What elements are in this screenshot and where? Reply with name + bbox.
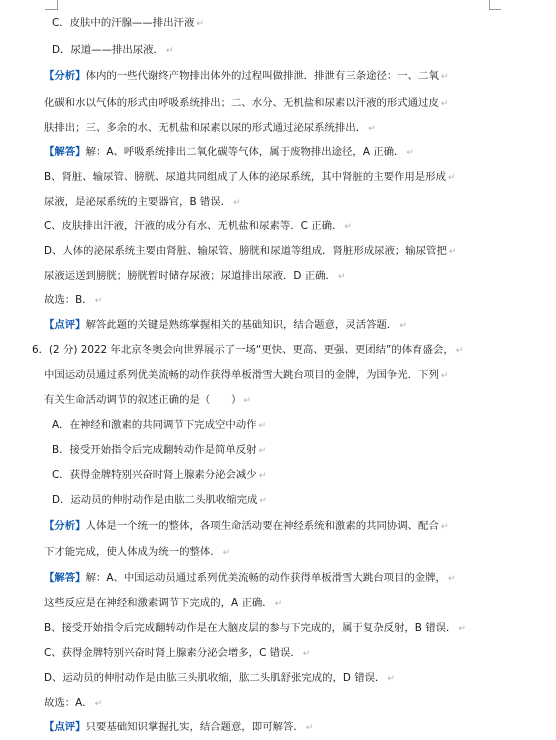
- paragraph-mark-icon: ↵: [387, 674, 395, 684]
- line-text: D、人体的泌尿系统主要由肾脏、输尿管、膀胱和尿道等组成．肾脏形成尿液；输尿管把: [44, 245, 447, 257]
- paragraph-mark-icon: ↵: [259, 496, 267, 506]
- text-line: [44, 696, 514, 711]
- line-text: B、接受开始指令后完成翻转动作是在大脑皮层的参与下完成的，属于复杂反射，B 错误．: [44, 622, 457, 634]
- text-line: [44, 720, 514, 735]
- paragraph-mark-icon: ↵: [440, 522, 449, 532]
- section-tag: 【点评】: [44, 319, 86, 331]
- line-text: 解答此题的关键是熟练掌握相关的基础知识，结合题意，灵活答题．: [85, 319, 398, 331]
- line-text: C、获得金牌特别兴奋时肾上腺素分泌会增多，C 错误．: [44, 647, 301, 659]
- line-text: B．接受开始指令后完成翻转动作是简单反射: [52, 444, 257, 456]
- line-text: 故选：A．: [44, 697, 93, 709]
- text-line: [44, 145, 514, 160]
- paragraph-mark-icon: ↵: [440, 72, 449, 82]
- line-text: A．在神经和激素的共同调节下完成空中动作: [52, 419, 257, 431]
- line-text: D、运动员的伸肘动作是由肱三头肌收缩，肱二头肌舒张完成的，D 错误．: [44, 672, 386, 684]
- line-text: C．获得金牌特别兴奋时肾上腺素分泌会减少: [52, 469, 257, 481]
- paragraph-mark-icon: ↵: [302, 649, 311, 659]
- text-line: [52, 43, 522, 58]
- paragraph-mark-icon: ↵: [222, 548, 231, 558]
- paragraph-mark-icon: ↵: [458, 624, 466, 634]
- crop-mark-right-h: [489, 9, 501, 10]
- paragraph-mark-icon: ↵: [455, 346, 464, 356]
- crop-mark-left: [57, 0, 58, 10]
- line-text: 6．(2 分) 2022 年北京冬奥会向世界展示了一场“更快、更高、更强、更团结”的体育盛会，: [32, 344, 454, 356]
- line-text: 只要基础知识掌握扎实，结合题意，即可解答．: [85, 721, 304, 733]
- text-line: [44, 596, 514, 611]
- line-text: D．运动员的伸肘动作是由肱二头肌收缩完成: [52, 494, 258, 506]
- text-line: [52, 16, 522, 31]
- text-line: [44, 170, 514, 185]
- text-line: [52, 493, 522, 508]
- paragraph-mark-icon: ↵: [258, 446, 267, 456]
- text-line: [44, 195, 514, 210]
- text-line: [44, 121, 514, 136]
- paragraph-mark-icon: ↵: [368, 124, 376, 134]
- paragraph-mark-icon: ↵: [448, 247, 457, 257]
- text-line: [44, 244, 514, 259]
- line-text: 有关生命活动调节的叙述正确的是（ ）: [44, 394, 242, 406]
- paragraph-mark-icon: ↵: [447, 574, 456, 584]
- paragraph-mark-icon: ↵: [440, 371, 449, 381]
- text-line: [44, 69, 514, 84]
- paragraph-mark-icon: ↵: [258, 471, 267, 481]
- text-line: [44, 368, 514, 383]
- line-text: C．皮肤中的汗腺——排出汗液: [52, 17, 195, 29]
- text-line: [44, 671, 514, 686]
- paragraph-mark-icon: ↵: [165, 46, 174, 56]
- text-line: [44, 393, 514, 408]
- section-tag: 【点评】: [44, 721, 86, 733]
- line-text: 化碳和水以气体的形式由呼吸系统排出；二、水分、无机盐和尿素以汗液的形式通过皮: [44, 97, 439, 109]
- paragraph-mark-icon: ↵: [440, 99, 449, 109]
- line-text: 解：A、中国运动员通过系列优美流畅的动作获得单板滑雪大跳台项目的金牌，: [85, 572, 446, 584]
- section-tag: 【分析】: [44, 70, 86, 82]
- text-line: [44, 519, 514, 534]
- text-line: [44, 269, 514, 284]
- line-text: 尿液，是泌尿系统的主要器官，B 错误．: [44, 196, 232, 208]
- section-tag: 【分析】: [44, 520, 86, 532]
- line-text: 故选：B．: [44, 294, 93, 306]
- line-text: 下才能完成，使人体成为统一的整体．: [44, 546, 221, 558]
- text-line: [44, 96, 514, 111]
- paragraph-mark-icon: ↵: [274, 599, 283, 609]
- paragraph-mark-icon: ↵: [94, 699, 103, 709]
- text-line: [32, 343, 502, 358]
- line-text: 人体是一个统一的整体，各项生命活动要在神经系统和激素的共同协调、配合: [85, 520, 439, 532]
- paragraph-mark-icon: ↵: [344, 222, 352, 232]
- line-text: C、皮肤排出汗液，汗液的成分有水、无机盐和尿素等．C 正确．: [44, 220, 343, 232]
- text-line: [44, 621, 514, 636]
- paragraph-mark-icon: ↵: [305, 723, 314, 733]
- text-line: [52, 418, 522, 433]
- text-line: [44, 318, 514, 333]
- paragraph-mark-icon: ↵: [94, 296, 103, 306]
- line-text: 体内的一些代谢终产物排出体外的过程叫做排泄．排泄有三条途径：一、二氧: [85, 70, 439, 82]
- section-tag: 【解答】: [44, 146, 86, 158]
- text-line: [44, 571, 514, 586]
- paragraph-mark-icon: ↵: [447, 173, 456, 183]
- paragraph-mark-icon: ↵: [399, 321, 407, 331]
- line-text: B、肾脏、输尿管、膀胱、尿道共同组成了人体的泌尿系统，其中肾脏的主要作用是形成: [44, 171, 446, 183]
- paragraph-mark-icon: ↵: [233, 198, 241, 208]
- paragraph-mark-icon: ↵: [337, 272, 346, 282]
- text-line: [52, 468, 522, 483]
- line-text: 中国运动员通过系列优美流畅的动作获得单板滑雪大跳台项目的金牌，为国争光．下列: [44, 369, 439, 381]
- line-text: 解：A、呼吸系统排出二氧化碳等气体，属于废物排出途径，A 正确．: [85, 146, 405, 158]
- line-text: D．尿道——排出尿液．: [52, 44, 164, 56]
- text-line: [44, 646, 514, 661]
- line-text: 这些反应是在神经和激素调节下完成的，A 正确．: [44, 597, 273, 609]
- line-text: 尿液运送到膀胱；膀胱暂时储存尿液；尿道排出尿液．D 正确．: [44, 270, 336, 282]
- text-line: [44, 219, 514, 234]
- text-line: [44, 293, 514, 308]
- paragraph-mark-icon: ↵: [406, 148, 414, 158]
- paragraph-mark-icon: ↵: [243, 396, 251, 406]
- paragraph-mark-icon: ↵: [196, 19, 204, 29]
- crop-mark-left-h: [45, 9, 57, 10]
- paragraph-mark-icon: ↵: [258, 421, 267, 431]
- line-text: 肤排出；三、多余的水、无机盐和尿素以尿的形式通过泌尿系统排出．: [44, 122, 367, 134]
- section-tag: 【解答】: [44, 572, 86, 584]
- text-line: [44, 545, 514, 560]
- text-line: [52, 443, 522, 458]
